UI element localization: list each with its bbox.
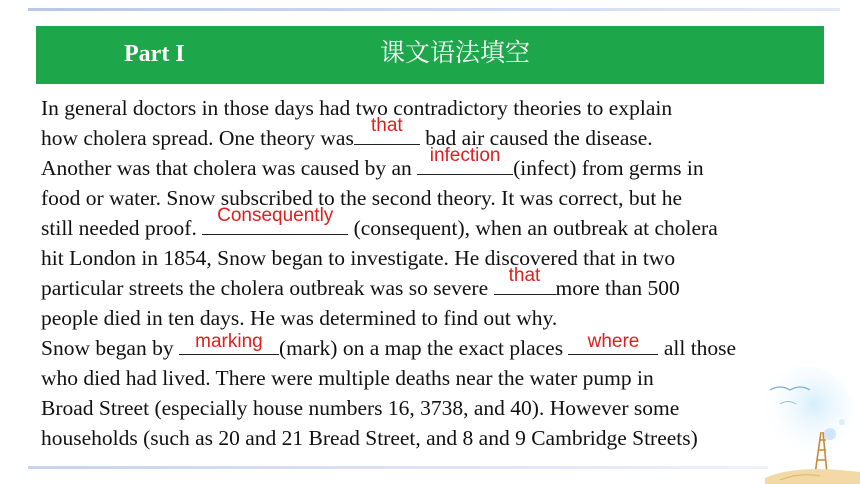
- passage-line: In general doctors in those days had two contradictory theories to explain: [41, 96, 673, 120]
- passage-line: hit London in 1854, Snow began to investigate. He discovered that in two: [41, 246, 676, 270]
- passage-line: particular streets the cholera outbreak was so severe that more than 500: [41, 265, 680, 300]
- answer-blank-1[interactable]: [354, 115, 420, 145]
- passage-line: people died in ten days. He was determined to find out why.: [41, 306, 558, 330]
- answer-blank-4[interactable]: [494, 265, 556, 295]
- passage-line: how cholera spread. One theory was that bad air caused the disease.: [41, 115, 653, 150]
- passage-line: food or water. Snow subscribed to the second theory. It was correct, but he: [41, 186, 683, 210]
- beach-illustration-icon: [710, 364, 860, 484]
- section-title: 课文语法填空: [380, 38, 531, 67]
- passage-line: Another was that cholera was caused by an infection (infect) from germs in: [41, 145, 704, 180]
- answer-2: infection: [429, 145, 501, 166]
- passage-line: Broad Street (especially house numbers 16, 3738, and 40). However some: [41, 396, 680, 420]
- answer-5: marking: [195, 331, 263, 352]
- answer-4: that: [508, 265, 541, 286]
- top-divider: [28, 8, 840, 11]
- passage-line: still needed proof. Consequently (consequent), when an outbreak at cholera: [41, 205, 718, 240]
- part-label: Part I: [124, 41, 185, 67]
- answer-1: that: [370, 115, 403, 136]
- passage-line: households (such as 20 and 21 Bread Street, and 8 and 9 Cambridge Streets): [41, 426, 698, 450]
- section-header: [36, 26, 824, 84]
- bottom-divider: [28, 466, 768, 469]
- answer-blank-2[interactable]: [417, 145, 513, 175]
- answer-blank-6[interactable]: [568, 333, 658, 355]
- answer-6: where: [587, 331, 640, 352]
- answer-blank-5[interactable]: [179, 333, 279, 355]
- answer-3: Consequently: [217, 205, 334, 226]
- passage-line: Snow began by marking (mark) on a map the exact places where all those: [41, 331, 737, 360]
- passage-line: who died had lived. There were multiple deaths near the water pump in: [41, 366, 654, 390]
- answer-blank-3[interactable]: [202, 205, 348, 235]
